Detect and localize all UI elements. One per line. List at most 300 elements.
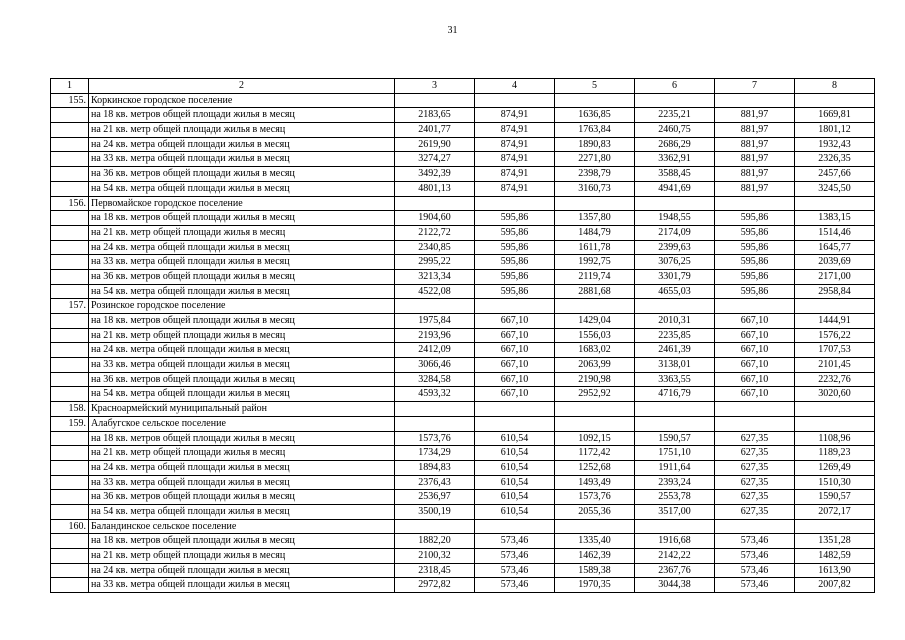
value-cell [475,416,555,431]
table-row [51,490,875,505]
value-cell [395,416,475,431]
value-cell: 667,10 [475,343,555,358]
header-cell: 2 [89,79,395,94]
table-row [51,446,875,461]
value-cell: 667,10 [475,328,555,343]
value-cell: 4941,69 [635,181,715,196]
value-cell: 573,46 [715,534,795,549]
value-cell [795,416,875,431]
value-cell [715,416,795,431]
value-cell: 2142,22 [635,549,715,564]
value-cell [475,519,555,534]
value-cell: 1904,60 [395,211,475,226]
table-body [51,79,875,593]
value-cell: 627,35 [715,475,795,490]
table-row [51,123,875,138]
value-cell: 2271,80 [555,152,635,167]
value-cell: 610,54 [475,446,555,461]
value-cell: 1751,10 [635,446,715,461]
value-cell: 2401,77 [395,123,475,138]
value-cell [395,299,475,314]
value-cell: 3020,60 [795,387,875,402]
row-number-cell [51,152,89,167]
value-cell [635,299,715,314]
table-row [51,460,875,475]
table-row [51,181,875,196]
value-cell: 610,54 [475,431,555,446]
table-row [51,328,875,343]
value-cell: 667,10 [715,358,795,373]
row-number-cell [51,387,89,402]
value-cell [555,196,635,211]
row-number-cell [51,534,89,549]
value-cell: 1252,68 [555,460,635,475]
value-cell: 1911,64 [635,460,715,475]
row-number-cell [51,225,89,240]
row-name-cell: на 24 кв. метра общей площади жилья в месяц [89,460,395,475]
value-cell: 3160,73 [555,181,635,196]
row-number-cell: 158. [51,402,89,417]
value-cell: 1763,84 [555,123,635,138]
value-cell: 1573,76 [395,431,475,446]
value-cell: 2171,00 [795,269,875,284]
value-cell: 1172,42 [555,446,635,461]
value-cell: 2972,82 [395,578,475,593]
table-row [51,416,875,431]
value-cell: 1611,78 [555,240,635,255]
value-cell: 573,46 [475,578,555,593]
value-cell: 667,10 [475,314,555,329]
value-cell: 1108,96 [795,431,875,446]
table-row [51,211,875,226]
value-cell [475,196,555,211]
value-cell: 1916,68 [635,534,715,549]
row-number-cell [51,358,89,373]
value-cell: 3492,39 [395,167,475,182]
table-row [51,240,875,255]
row-number-cell [51,269,89,284]
value-cell: 573,46 [475,549,555,564]
row-name-cell: на 54 кв. метра общей площади жилья в месяц [89,387,395,402]
row-name-cell: на 33 кв. метра общей площади жилья в месяц [89,578,395,593]
row-name-cell: на 54 кв. метра общей площади жилья в месяц [89,181,395,196]
value-cell: 881,97 [715,167,795,182]
value-cell: 2072,17 [795,504,875,519]
value-cell: 3044,38 [635,578,715,593]
row-name-cell: на 18 кв. метров общей площади жилья в месяц [89,211,395,226]
value-cell [795,93,875,108]
value-cell [395,519,475,534]
value-cell: 3500,19 [395,504,475,519]
value-cell: 4716,79 [635,387,715,402]
row-name-cell: на 21 кв. метр общей площади жилья в месяц [89,225,395,240]
table-row [51,284,875,299]
value-cell: 2995,22 [395,255,475,270]
value-cell: 874,91 [475,137,555,152]
value-cell: 667,10 [715,328,795,343]
table-row [51,578,875,593]
row-name-cell: на 18 кв. метров общей площади жилья в месяц [89,314,395,329]
table-row [51,255,875,270]
header-cell: 5 [555,79,635,94]
value-cell: 1707,53 [795,343,875,358]
value-cell: 1590,57 [795,490,875,505]
table-row [51,563,875,578]
value-cell: 4522,08 [395,284,475,299]
value-cell: 1669,81 [795,108,875,123]
table-row [51,534,875,549]
value-cell: 627,35 [715,490,795,505]
value-cell: 1576,22 [795,328,875,343]
row-number-cell: 156. [51,196,89,211]
row-number-cell [51,108,89,123]
row-number-cell [51,446,89,461]
value-cell [635,196,715,211]
value-cell: 2174,09 [635,225,715,240]
value-cell: 610,54 [475,490,555,505]
row-name-cell: на 33 кв. метра общей площади жилья в месяц [89,152,395,167]
value-cell: 1482,59 [795,549,875,564]
value-cell: 2326,35 [795,152,875,167]
value-cell: 627,35 [715,460,795,475]
row-name-cell: на 21 кв. метр общей площади жилья в месяц [89,446,395,461]
value-cell [555,416,635,431]
value-cell [635,93,715,108]
value-cell: 610,54 [475,504,555,519]
value-cell: 2007,82 [795,578,875,593]
header-cell: 1 [51,79,89,94]
table-row [51,314,875,329]
value-cell: 1357,80 [555,211,635,226]
value-cell: 1351,28 [795,534,875,549]
value-cell: 4655,03 [635,284,715,299]
value-cell: 667,10 [475,387,555,402]
row-name-cell: на 24 кв. метра общей площади жилья в месяц [89,343,395,358]
value-cell: 2399,63 [635,240,715,255]
value-cell: 3213,34 [395,269,475,284]
value-cell: 2235,85 [635,328,715,343]
row-number-cell [51,372,89,387]
value-cell: 1882,20 [395,534,475,549]
row-number-cell: 160. [51,519,89,534]
row-name-cell: на 36 кв. метров общей площади жилья в месяц [89,372,395,387]
row-number-cell [51,284,89,299]
value-cell: 1444,91 [795,314,875,329]
value-cell [475,402,555,417]
row-number-cell [51,475,89,490]
table-row [51,431,875,446]
value-cell: 2039,69 [795,255,875,270]
value-cell: 667,10 [475,372,555,387]
value-cell: 1514,46 [795,225,875,240]
row-name-cell: на 21 кв. метр общей площади жилья в месяц [89,328,395,343]
value-cell: 1573,76 [555,490,635,505]
value-cell: 595,86 [475,284,555,299]
value-cell: 2952,92 [555,387,635,402]
value-cell: 3076,25 [635,255,715,270]
row-name-cell: на 24 кв. метра общей площади жилья в месяц [89,563,395,578]
value-cell: 874,91 [475,181,555,196]
value-cell: 627,35 [715,504,795,519]
row-name-cell: на 18 кв. метров общей площади жилья в месяц [89,431,395,446]
value-cell: 3284,58 [395,372,475,387]
value-cell: 881,97 [715,123,795,138]
value-cell: 2010,31 [635,314,715,329]
row-number-cell [51,181,89,196]
value-cell: 667,10 [475,358,555,373]
value-cell [395,402,475,417]
table-row [51,299,875,314]
value-cell: 1645,77 [795,240,875,255]
value-cell [635,416,715,431]
value-cell [715,402,795,417]
value-cell [795,196,875,211]
value-cell: 595,86 [715,255,795,270]
row-name-cell: Алабугское сельское поселение [89,416,395,431]
row-number-cell [51,549,89,564]
value-cell: 573,46 [475,534,555,549]
value-cell: 2376,43 [395,475,475,490]
value-cell: 1992,75 [555,255,635,270]
value-cell: 3245,50 [795,181,875,196]
value-cell: 1589,38 [555,563,635,578]
value-cell: 595,86 [475,211,555,226]
value-cell [555,402,635,417]
value-cell: 1510,30 [795,475,875,490]
table-header-row [51,79,875,94]
value-cell: 2460,75 [635,123,715,138]
row-number-cell [51,255,89,270]
value-cell: 627,35 [715,431,795,446]
value-cell: 1683,02 [555,343,635,358]
value-cell: 2183,65 [395,108,475,123]
value-cell: 2340,85 [395,240,475,255]
value-cell: 1734,29 [395,446,475,461]
value-cell [555,519,635,534]
value-cell: 1189,23 [795,446,875,461]
table-row [51,475,875,490]
value-cell: 595,86 [715,284,795,299]
value-cell: 3066,46 [395,358,475,373]
value-cell: 1613,90 [795,563,875,578]
row-number-cell [51,460,89,475]
page-number: 31 [447,25,458,36]
value-cell: 881,97 [715,108,795,123]
value-cell: 595,86 [475,225,555,240]
value-cell [635,402,715,417]
value-cell: 1948,55 [635,211,715,226]
table-row [51,387,875,402]
value-cell: 3363,55 [635,372,715,387]
value-cell: 2100,32 [395,549,475,564]
table-row [51,402,875,417]
row-name-cell: на 21 кв. метр общей площади жилья в месяц [89,549,395,564]
value-cell: 2367,76 [635,563,715,578]
value-cell: 1801,12 [795,123,875,138]
row-name-cell: на 36 кв. метров общей площади жилья в месяц [89,269,395,284]
value-cell [795,519,875,534]
row-number-cell [51,490,89,505]
value-cell: 667,10 [715,387,795,402]
value-cell: 2122,72 [395,225,475,240]
value-cell: 2457,66 [795,167,875,182]
row-name-cell: Баландинское сельское поселение [89,519,395,534]
table-row [51,549,875,564]
value-cell: 1932,43 [795,137,875,152]
table-row [51,358,875,373]
value-cell: 2063,99 [555,358,635,373]
value-cell: 874,91 [475,108,555,123]
value-cell: 1556,03 [555,328,635,343]
row-number-cell [51,343,89,358]
row-number-cell [51,211,89,226]
value-cell: 595,86 [715,240,795,255]
row-name-cell: на 18 кв. метров общей площади жилья в месяц [89,534,395,549]
value-cell: 2235,21 [635,108,715,123]
row-name-cell: на 18 кв. метров общей площади жилья в месяц [89,108,395,123]
value-cell: 874,91 [475,123,555,138]
value-cell: 2398,79 [555,167,635,182]
table-row [51,167,875,182]
value-cell: 881,97 [715,181,795,196]
table-row [51,343,875,358]
row-number-cell [51,431,89,446]
row-name-cell: на 33 кв. метра общей площади жилья в месяц [89,255,395,270]
tariff-table [50,78,875,593]
value-cell: 1269,49 [795,460,875,475]
table-row [51,269,875,284]
value-cell [795,299,875,314]
value-cell: 1590,57 [635,431,715,446]
table-row [51,372,875,387]
value-cell: 2536,97 [395,490,475,505]
row-number-cell [51,328,89,343]
row-name-cell: на 54 кв. метра общей площади жилья в месяц [89,284,395,299]
value-cell: 573,46 [715,549,795,564]
row-name-cell: Первомайское городское поселение [89,196,395,211]
table-row [51,196,875,211]
value-cell [795,402,875,417]
value-cell [715,196,795,211]
value-cell: 874,91 [475,152,555,167]
value-cell: 595,86 [475,269,555,284]
value-cell: 2055,36 [555,504,635,519]
header-cell: 3 [395,79,475,94]
value-cell: 874,91 [475,167,555,182]
value-cell: 2412,09 [395,343,475,358]
row-number-cell [51,578,89,593]
value-cell [395,196,475,211]
value-cell [715,519,795,534]
table-row [51,519,875,534]
value-cell [715,299,795,314]
value-cell: 610,54 [475,460,555,475]
value-cell: 3517,00 [635,504,715,519]
value-cell: 1335,40 [555,534,635,549]
header-cell: 6 [635,79,715,94]
value-cell: 1429,04 [555,314,635,329]
value-cell [715,93,795,108]
table-row [51,93,875,108]
row-name-cell: на 36 кв. метров общей площади жилья в месяц [89,167,395,182]
value-cell: 2232,76 [795,372,875,387]
value-cell: 2119,74 [555,269,635,284]
row-number-cell: 157. [51,299,89,314]
value-cell: 2393,24 [635,475,715,490]
value-cell: 3362,91 [635,152,715,167]
row-name-cell: Розинское городское поселение [89,299,395,314]
value-cell: 573,46 [715,563,795,578]
value-cell: 3274,27 [395,152,475,167]
table-row [51,137,875,152]
value-cell: 595,86 [475,255,555,270]
row-number-cell: 155. [51,93,89,108]
row-name-cell: на 24 кв. метра общей площади жилья в месяц [89,137,395,152]
value-cell: 1975,84 [395,314,475,329]
value-cell: 2318,45 [395,563,475,578]
value-cell: 667,10 [715,314,795,329]
value-cell: 2958,84 [795,284,875,299]
value-cell: 2553,78 [635,490,715,505]
value-cell: 1383,15 [795,211,875,226]
value-cell: 4593,32 [395,387,475,402]
value-cell: 610,54 [475,475,555,490]
value-cell: 2619,90 [395,137,475,152]
value-cell: 1636,85 [555,108,635,123]
row-number-cell [51,314,89,329]
row-number-cell [51,504,89,519]
value-cell: 1890,83 [555,137,635,152]
row-name-cell: на 54 кв. метра общей площади жилья в месяц [89,504,395,519]
row-name-cell: на 24 кв. метра общей площади жилья в месяц [89,240,395,255]
table-row [51,225,875,240]
row-name-cell: на 33 кв. метра общей площади жилья в месяц [89,475,395,490]
row-name-cell: Коркинское городское поселение [89,93,395,108]
header-cell: 4 [475,79,555,94]
value-cell: 2461,39 [635,343,715,358]
value-cell: 595,86 [715,269,795,284]
value-cell: 627,35 [715,446,795,461]
row-number-cell [51,123,89,138]
value-cell [395,93,475,108]
value-cell: 573,46 [715,578,795,593]
row-number-cell [51,240,89,255]
value-cell: 595,86 [715,211,795,226]
value-cell [635,519,715,534]
table-row [51,108,875,123]
value-cell [555,93,635,108]
value-cell: 1493,49 [555,475,635,490]
row-number-cell [51,137,89,152]
value-cell: 2686,29 [635,137,715,152]
value-cell: 881,97 [715,137,795,152]
value-cell: 1484,79 [555,225,635,240]
value-cell: 2193,96 [395,328,475,343]
value-cell: 2101,45 [795,358,875,373]
value-cell: 667,10 [715,343,795,358]
value-cell: 1970,35 [555,578,635,593]
row-name-cell: на 21 кв. метр общей площади жилья в месяц [89,123,395,138]
row-name-cell: на 33 кв. метра общей площади жилья в месяц [89,358,395,373]
value-cell: 3588,45 [635,167,715,182]
value-cell [555,299,635,314]
value-cell: 1894,83 [395,460,475,475]
value-cell: 595,86 [715,225,795,240]
value-cell: 667,10 [715,372,795,387]
value-cell [475,299,555,314]
row-number-cell: 159. [51,416,89,431]
row-number-cell [51,563,89,578]
